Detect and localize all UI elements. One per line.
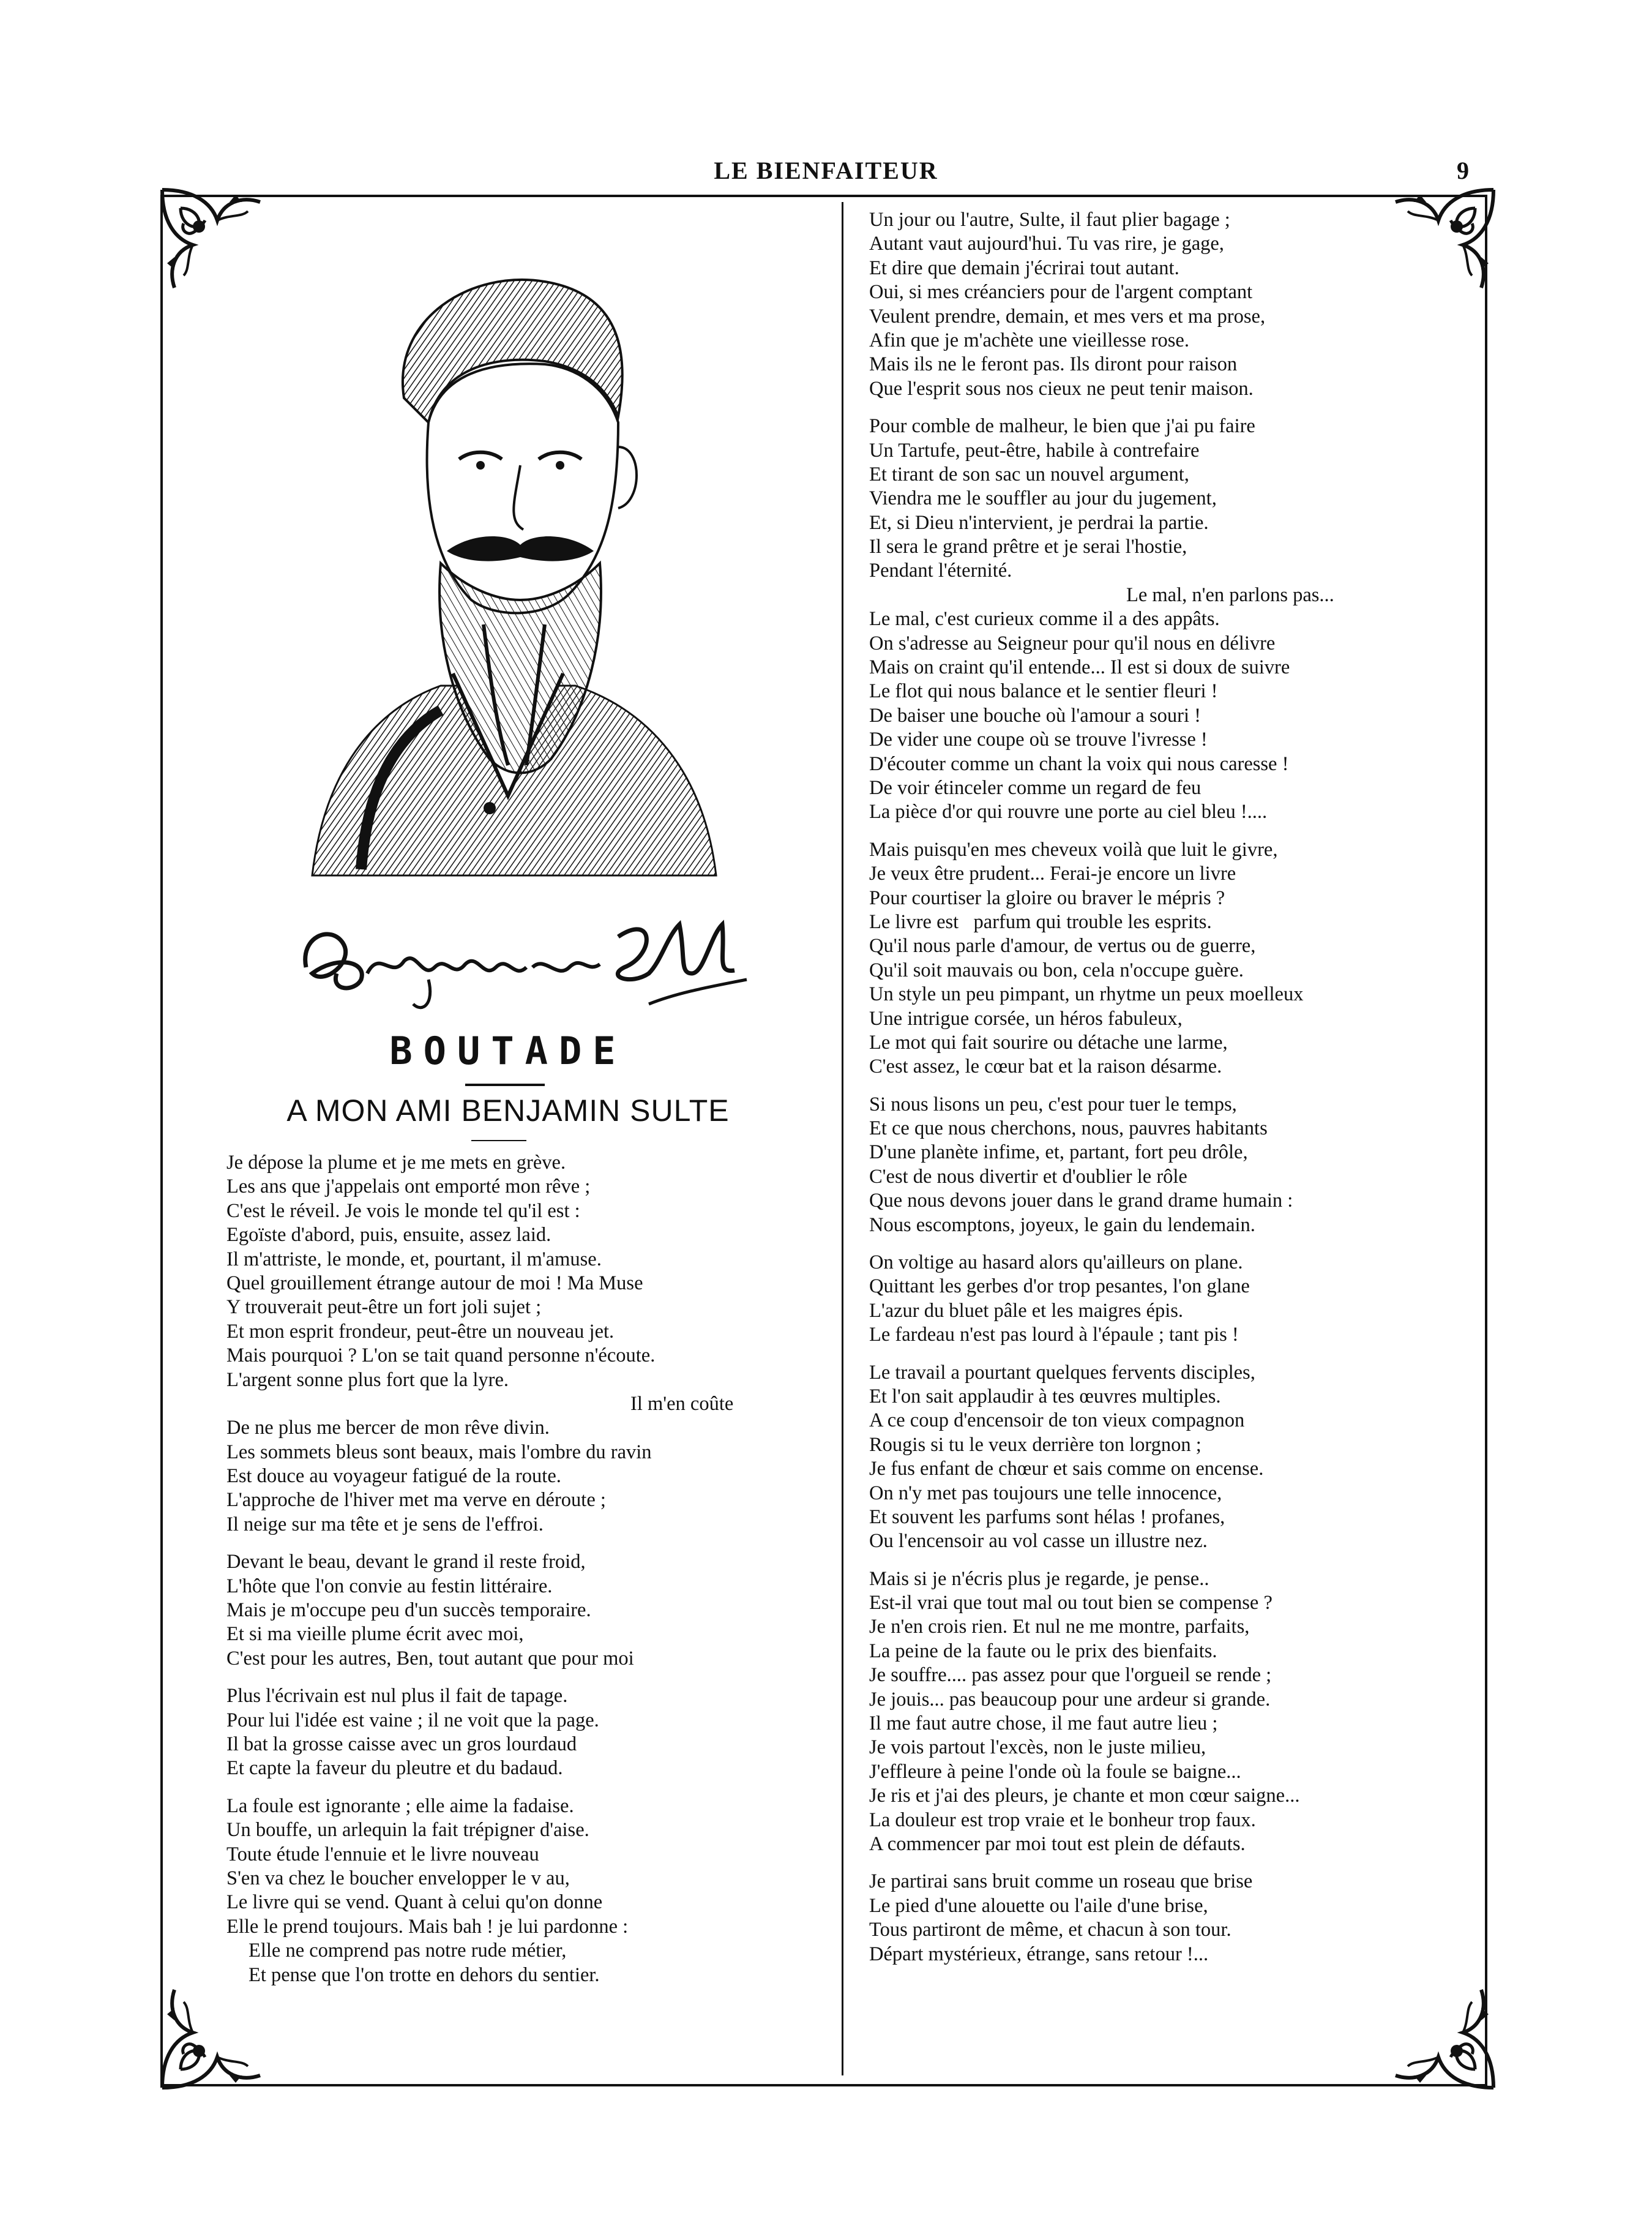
stanza-gap (226, 1781, 839, 1794)
verse-line: La douleur est trop vraie et le bonheur trop faux. (869, 1809, 1256, 1831)
stanza-gap (869, 825, 1475, 838)
verse-line: Oui, si mes créanciers pour de l'argent comptant (869, 281, 1253, 304)
verse-line: Et ce que nous cherchons, nous, pauvres habitants (869, 1117, 1268, 1140)
verse-line: Qu'il nous parle d'amour, de vertus ou de guerre, (869, 935, 1256, 958)
verse-line: Il sera le grand prêtre et je serai l'hostie, (869, 536, 1187, 558)
stanza (226, 1550, 839, 1671)
verse-line: L'argent sonne plus fort que la lyre. (226, 1368, 509, 1391)
verse-line: On s'adresse au Seigneur pour qu'il nous en délivre (869, 632, 1276, 654)
verse-line: L'hôte que l'on convie au festin littéraire. (226, 1575, 553, 1597)
verse-line: Il neige sur ma tête et je sens de l'effroi. (226, 1513, 544, 1535)
verse-line: A ce coup d'encensoir de ton vieux compagnon (869, 1409, 1245, 1432)
verse-line: Les ans que j'appelais ont emporté mon rêve ; (226, 1175, 591, 1198)
verse-line: Et souvent les parfums sont hélas ! profanes, (869, 1505, 1225, 1528)
verse-line: Et mon esprit frondeur, peut-être un nouveau jet. (226, 1320, 615, 1343)
verse-line: De vider une coupe où se trouve l'ivresse ! (869, 729, 1208, 751)
verse-line: Et l'on sait applaudir à tes œuvres multiples. (869, 1385, 1221, 1407)
verse-line: Je dépose la plume et je me mets en grève. (226, 1152, 566, 1174)
verse-line: Mais pourquoi ? L'on se tait quand personne n'écoute. (226, 1344, 656, 1367)
verse-line: Mais je m'occupe peu d'un succès temporaire. (226, 1599, 591, 1622)
stanza (869, 838, 1475, 1079)
verse-line: De voir étinceler comme un regard de feu (869, 776, 1202, 799)
verse-line: C'est de nous divertir et d'oublier le rôle (869, 1165, 1187, 1188)
verse-line: Que l'esprit sous nos cieux ne peut tenir maison. (869, 377, 1254, 400)
verse-line: Les sommets bleus sont beaux, mais l'ombre du ravin (226, 1441, 652, 1463)
verse-line: Est douce au voyageur fatigué de la route. (226, 1465, 561, 1488)
verse-line: Le pied d'une alouette ou l'aile d'une brise, (869, 1894, 1208, 1917)
verse-line: C'est le réveil. Je vois le monde tel qu'il est : (226, 1199, 580, 1222)
verse-line: D'une planète infime, et, partant, fort peu drôle, (869, 1141, 1248, 1164)
stanza-gap (869, 401, 1475, 414)
corner-ornament-icon (1389, 1984, 1500, 2094)
verse-line: Le livre est parfum qui trouble les esprits. (869, 910, 1212, 933)
verse-line: Que nous devons jouer dans le grand drame humain : (869, 1190, 1293, 1212)
verse-line: Je veux être prudent... Ferai-je encore un livre (869, 863, 1236, 885)
page-number: 9 (1457, 157, 1469, 184)
stanza (869, 1567, 1475, 1857)
verse-line: Le flot qui nous balance et le sentier fleuri ! (869, 680, 1218, 703)
stanza-gap (869, 1856, 1475, 1870)
poem-subtitle: A MON AMI BENJAMIN SULTE (286, 1093, 730, 1128)
newspaper-title: LE BIENFAITEUR (714, 157, 938, 184)
verse-line: D'écouter comme un chant la voix qui nous caresse ! (869, 752, 1289, 775)
stanza (869, 1361, 1475, 1554)
verse-line: De baiser une bouche où l'amour a souri ! (869, 704, 1201, 727)
verse-line: La foule est ignorante ; elle aime la fadaise. (226, 1794, 574, 1817)
verse-line: Mais on craint qu'il entende... Il est si doux de suivre (869, 656, 1290, 679)
verse-line: Devant le beau, devant le grand il reste froid, (226, 1551, 586, 1573)
verse-line: Mais si je n'écris plus je regarde, je pense.. (869, 1567, 1209, 1590)
verse-line: Plus l'écrivain est nul plus il fait de tapage. (226, 1685, 568, 1707)
verse-line: Le travail a pourtant quelques fervents disciples, (869, 1361, 1255, 1384)
verse-line: Quittant les gerbes d'or trop pesantes, l'on glane (869, 1275, 1250, 1298)
portrait-engraving (288, 245, 728, 900)
stanza-gap (869, 1237, 1475, 1251)
verse-line: Je partirai sans bruit comme un roseau que brise (869, 1870, 1253, 1893)
verse-line: Rougis si tu le veux derrière ton lorgnon ; (869, 1433, 1202, 1456)
poem-title: BOUTADE (389, 1029, 627, 1073)
stanza (869, 208, 1475, 401)
verse-line: Je jouis... pas beaucoup pour une ardeur si grande. (869, 1688, 1271, 1711)
stanza (226, 1794, 839, 1987)
verse-line: C'est assez, le cœur bat et la raison désarme. (869, 1055, 1222, 1078)
verse-line: Pour lui l'idée est vaine ; il ne voit que la page. (226, 1709, 599, 1731)
verse-line: Je fus enfant de chœur et sais comme on encense. (869, 1458, 1264, 1480)
verse-line: J'effleure à peine l'onde où la foule se baigne... (869, 1760, 1241, 1783)
stanza-gap (869, 1348, 1475, 1361)
verse-line: Et, si Dieu n'intervient, je perdrai la partie. (869, 511, 1209, 534)
verse-line: Qu'il soit mauvais ou bon, cela n'occupe guère. (869, 959, 1244, 981)
verse-line: Le mal, c'est curieux comme il a des appâts. (869, 608, 1220, 631)
verse-line: Un bouffe, un arlequin la fait trépigner d'aise. (226, 1819, 589, 1842)
stanza (869, 414, 1475, 825)
verse-line: Une intrigue corsée, un héros fabuleux, (869, 1007, 1183, 1030)
verse-line: Un Tartufe, peut-être, habile à contrefaire (869, 439, 1200, 462)
stanza (869, 1093, 1475, 1237)
verse-line: Je ris et j'ai des pleurs, je chante et mon cœur saigne... (869, 1785, 1300, 1807)
verse-line: Il me faut autre chose, il me faut autre lieu ; (869, 1712, 1218, 1735)
verse-line: Un jour ou l'autre, Sulte, il faut plier bagage ; (869, 209, 1230, 231)
verse-line: Quel grouillement étrange autour de moi ! Ma Muse (226, 1272, 643, 1294)
verse-line: Il m'attriste, le monde, et, pourtant, il m'amuse. (226, 1248, 602, 1270)
verse-line: Mais ils ne le feront pas. Ils diront pour raison (869, 353, 1238, 376)
verse-line: Viendra me le souffler au jour du jugement, (869, 487, 1217, 510)
verse-line: Elle ne comprend pas notre rude métier, (249, 1940, 567, 1962)
right-column (869, 208, 1475, 1966)
corner-ornament-icon (156, 1984, 266, 2094)
verse-line: Je n'en crois rien. Et nul ne me montre, parfaits, (869, 1616, 1250, 1638)
verse-line: Il m'en coûte (630, 1392, 734, 1415)
stanza (226, 1151, 839, 1537)
verse-line: Pendant l'éternité. (869, 560, 1012, 582)
verse-line: Mais puisqu'en mes cheveux voilà que luit le givre, (869, 838, 1278, 861)
stanza-gap (869, 1079, 1475, 1093)
verse-line: Le fardeau n'est pas lourd à l'épaule ; tant pis ! (869, 1324, 1239, 1346)
stanza (869, 1870, 1475, 1966)
verse-line: Le livre qui se vend. Quant à celui qu'on donne (226, 1891, 603, 1914)
stanza-gap (226, 1537, 839, 1550)
signature (288, 900, 753, 1016)
stanza-gap (869, 1554, 1475, 1567)
verse-line: Il bat la grosse caisse avec un gros lourdaud (226, 1733, 577, 1755)
column-divider (842, 202, 843, 2075)
verse-line: Pour comble de malheur, le bien que j'ai pu faire (869, 415, 1255, 438)
verse-line: Le mal, n'en parlons pas... (1126, 583, 1334, 606)
verse-line: Le mot qui fait sourire ou détache une larme, (869, 1031, 1228, 1054)
corner-ornament-icon (156, 184, 266, 294)
verse-line: Je souffre.... pas assez pour que l'orgueil se rende ; (869, 1664, 1272, 1687)
verse-line: Afin que je m'achète une vieillesse rose. (869, 329, 1189, 351)
title-rule (465, 1084, 545, 1086)
verse-line: Tous partiront de même, et chacun à son tour. (869, 1919, 1232, 1941)
verse-line: Autant vaut aujourd'hui. Tu vas rire, je gage, (869, 233, 1224, 255)
verse-line: Y trouverait peut-être un fort joli sujet ; (226, 1296, 542, 1319)
stanza-gap (226, 1671, 839, 1684)
verse-line: La pièce d'or qui rouvre une porte au ciel bleu !.... (869, 801, 1268, 823)
verse-line: Départ mystérieux, étrange, sans retour !... (869, 1943, 1209, 1965)
verse-line: Elle le prend toujours. Mais bah ! je lui pardonne : (226, 1915, 629, 1938)
stanza (226, 1684, 839, 1781)
verse-line: Et capte la faveur du pleutre et du badaud. (226, 1757, 563, 1780)
verse-line: L'approche de l'hiver met ma verve en déroute ; (226, 1489, 606, 1512)
verse-line: Egoïste d'abord, puis, ensuite, assez laid. (226, 1224, 551, 1246)
verse-line: Et tirant de son sac un nouvel argument, (869, 463, 1189, 485)
verse-line: Et si ma vieille plume écrit avec moi, (226, 1623, 524, 1646)
verse-line: On n'y met pas toujours une telle innocence, (869, 1482, 1222, 1504)
verse-line: Et dire que demain j'écrirai tout autant. (869, 257, 1179, 279)
verse-line: Si nous lisons un peu, c'est pour tuer le temps, (869, 1093, 1237, 1115)
verse-line: On voltige au hasard alors qu'ailleurs on plane. (869, 1251, 1243, 1274)
stanza (869, 1251, 1475, 1348)
verse-line: Ou l'encensoir au vol casse un illustre nez. (869, 1530, 1208, 1553)
verse-line: Nous escomptons, joyeux, le gain du lendemain. (869, 1213, 1255, 1236)
verse-line: Je vois partout l'excès, non le juste milieu, (869, 1736, 1206, 1759)
subtitle-rule (471, 1140, 526, 1141)
verse-line: Et pense que l'on trotte en dehors du sentier. (249, 1963, 600, 1986)
verse-line: A commencer par moi tout est plein de défauts. (869, 1833, 1246, 1855)
verse-line: Toute étude l'ennuie et le livre nouveau (226, 1843, 539, 1865)
verse-line: Veulent prendre, demain, et mes vers et ma prose, (869, 305, 1266, 328)
left-column (226, 1151, 839, 1987)
verse-line: Est-il vrai que tout mal ou tout bien se compense ? (869, 1592, 1273, 1614)
verse-line: La peine de la faute ou le prix des bienfaits. (869, 1640, 1217, 1662)
verse-line: Un style un peu pimpant, un rhytme un peux moelleux (869, 983, 1304, 1006)
verse-line: L'azur du bluet pâle et les maigres épis. (869, 1299, 1184, 1322)
verse-line: S'en va chez le boucher envelopper le v au, (226, 1867, 570, 1889)
verse-line: C'est pour les autres, Ben, tout autant que pour moi (226, 1647, 634, 1670)
verse-line: Pour courtiser la gloire ou braver le mépris ? (869, 886, 1225, 909)
verse-line: De ne plus me bercer de mon rêve divin. (226, 1417, 550, 1439)
